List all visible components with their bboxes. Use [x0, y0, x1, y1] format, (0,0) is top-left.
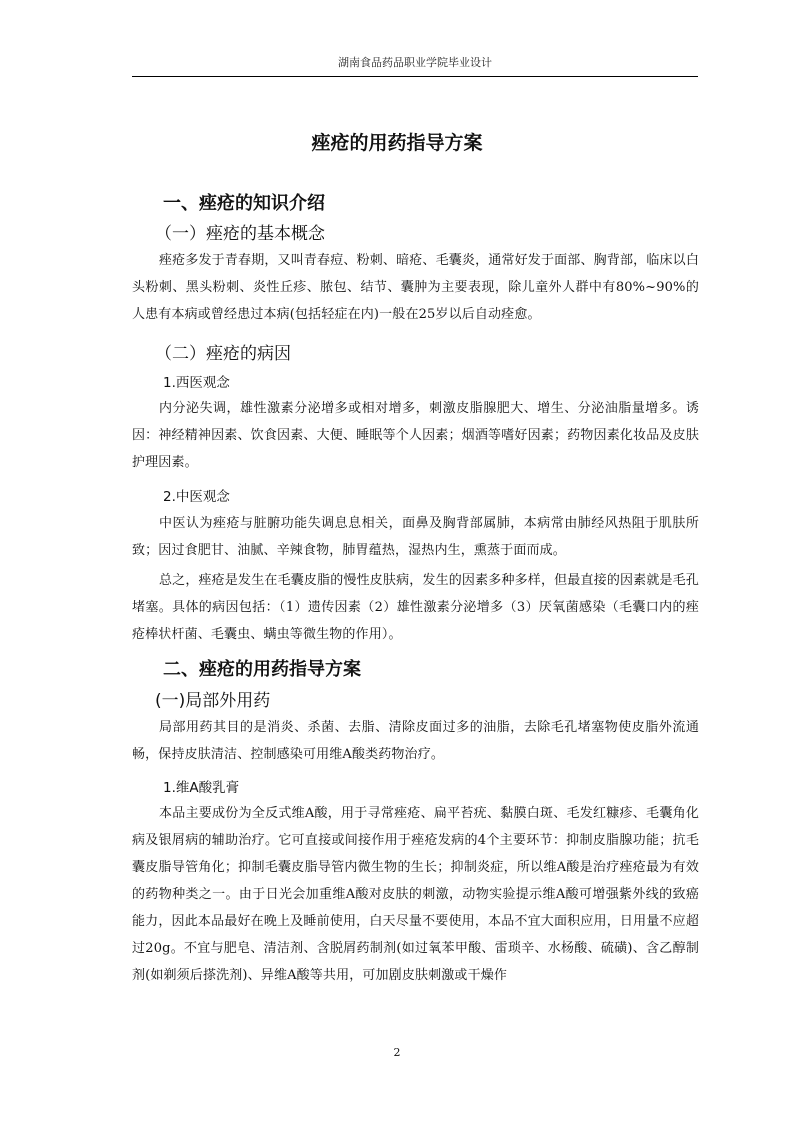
chinese-view-heading: 2.中医观念 [163, 489, 230, 505]
section2-sub1-paragraph: 局部用药其目的是消炎、杀菌、去脂、清除皮面过多的油脂，去除毛孔堵塞物使皮脂外流通畅，保持皮肤清洁、控制感染可用维A酸类药物治疗。 [132, 720, 699, 762]
section1-sub2-heading: （二）痤疮的病因 [155, 344, 291, 364]
page-header: 湖南食品药品职业学院毕业设计 [132, 54, 698, 77]
section2-heading: 二、痤疮的用药指导方案 [163, 659, 361, 680]
summary-paragraph: 总之，痤疮是发生在毛囊皮脂的慢性皮肤病，发生的因素多种多样，但最直接的因素就是毛孔堵塞。具体的病因包括：（1）遗传因素（2）雄性激素分泌增多（3）厌氧菌感染（毛囊口内的痤疮棒状杆菌、毛囊虫、螨虫等微生物的作用）。 [132, 573, 699, 642]
tretinoin-cream-paragraph: 本品主要成份为全反式维A酸，用于寻常痤疮、扁平苔疣、黏膜白斑、毛发红糠疹、毛囊角化病及银屑病的辅助治疗。它可直接或间接作用于痤疮发病的4个主要环节：抑制皮脂腺功能；抗毛囊皮脂导管角化；抑制毛囊皮脂导管内微生物的生长；抑制炎症，所以维A酸是治疗痤疮最为有效的药物种类之一。由于日光会加重维A酸对皮肤的刺激，动物实验提示维A酸可增强紫外线的致癌能力，因此本品最好在晚上及睡前使用，白天尽量不要使用，本品不宜大面积应用，日用量不应超过20g。不宜与肥皂、清洁剂、含脱屑药制剂(如过氧苯甲酸、雷琐辛、水杨酸、硫磺)、含乙醇制剂(如剃须后搽洗剂)、异维A酸等共用，可加剧皮肤刺激或干燥作 [132, 806, 699, 983]
section1-sub1-heading: （一）痤疮的基本概念 [155, 224, 325, 244]
section1-heading: 一、痤疮的知识介绍 [163, 193, 325, 214]
page-number: 2 [393, 1046, 401, 1059]
western-view-heading: 1.西医观念 [163, 375, 230, 391]
document-title: 痤疮的用药指导方案 [311, 132, 483, 154]
chinese-view-paragraph: 中医认为痤疮与脏腑功能失调息息相关，面鼻及胸背部属肺，本病常由肺经风热阻于肌肤所致；因过食肥甘、油腻、辛辣食物，肺胃蕴热，湿热内生，熏蒸于面而成。 [132, 516, 699, 558]
section1-sub1-paragraph: 痤疮多发于青春期，又叫青春痘、粉刺、暗疮、毛囊炎，通常好发于面部、胸背部，临床以白头粉刺、黑头粉刺、炎性丘疹、脓包、结节、囊肿为主要表现，除儿童外人群中有80%~90%的人患有本病或曾经患过本病(包括轻症在内)一般在25岁以后自动痊愈。 [132, 253, 699, 322]
tretinoin-cream-heading: 1.维A酸乳膏 [163, 780, 240, 796]
section2-sub1-heading: (一)局部外用药 [155, 691, 271, 711]
western-view-paragraph: 内分泌失调，雄性激素分泌增多或相对增多，刺激皮脂腺肥大、增生、分泌油脂量增多。诱因：神经精神因素、饮食因素、大便、睡眠等个人因素；烟酒等嗜好因素；药物因素化妆品及皮肤护理因素。 [132, 401, 699, 470]
